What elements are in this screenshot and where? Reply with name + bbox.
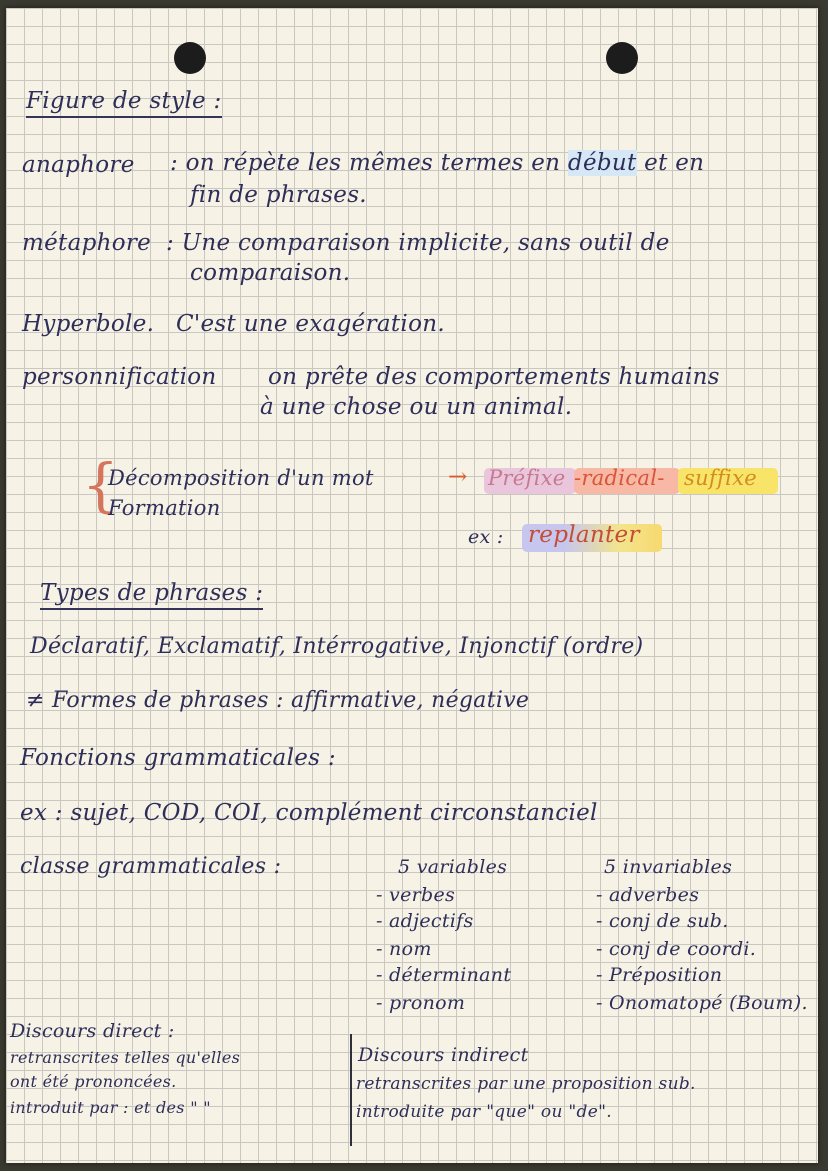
personnification-term: personnification [22, 364, 217, 390]
discours-direct-title: Discours direct : [10, 1020, 175, 1042]
personnification-def-continued: à une chose ou un animal. [260, 394, 573, 420]
classes-title: classe grammaticales : [20, 854, 282, 879]
variables-item: - pronom [376, 992, 466, 1014]
invariables-item: - adverbes [596, 884, 700, 906]
personnification-definition: on prête des comportements humains [268, 364, 720, 390]
notebook-page [6, 8, 818, 1163]
invariables-item: - conj de coordi. [596, 938, 757, 960]
anaphore-definition [170, 150, 704, 176]
variables-item: - nom [376, 938, 432, 960]
anaphore-def-continued: fin de phrases. [190, 182, 367, 208]
example-word: replanter [528, 522, 640, 548]
types-title: Types de phrases : [40, 580, 263, 610]
discours-direct-line: ont été prononcées. [10, 1072, 177, 1091]
fonctions-title: Fonctions grammaticales : [20, 745, 336, 771]
invariables-item: - conj de sub. [596, 910, 729, 932]
punch-hole-left [174, 42, 206, 74]
discours-indirect-title: Discours indirect [358, 1044, 529, 1066]
variables-item: - déterminant [376, 964, 512, 986]
discours-indirect-line: introduite par "que" ou "de". [356, 1102, 612, 1122]
fonctions-example: ex : sujet, COD, COI, complément circonstanciel [20, 800, 598, 826]
column-divider [350, 1034, 352, 1146]
discours-direct-line: retranscrites telles qu'elles [10, 1048, 241, 1067]
figures-title: Figure de style : [26, 88, 222, 118]
types-list: Déclaratif, Exclamatif, Intérrogative, Injonctif (ordre) [30, 634, 644, 659]
metaphore-def-continued: comparaison. [190, 260, 351, 286]
punch-hole-right [606, 42, 638, 74]
hyperbole-term: Hyperbole. [22, 311, 155, 337]
formes-phrases: ≠ Formes de phrases : affirmative, négative [26, 688, 530, 713]
variables-item: - adjectifs [376, 910, 474, 932]
formation-label: Formation [108, 496, 221, 520]
decomposition-label: Décomposition d'un mot [108, 466, 374, 490]
invariables-item: - Onomatopé (Boum). [596, 992, 808, 1014]
prefixe-label: Préfixe [488, 466, 566, 490]
variables-title: 5 variables [398, 856, 508, 878]
example-label: ex : [468, 526, 504, 548]
anaphore-def-part1: : on répète les mêmes termes en [170, 150, 561, 176]
anaphore-def-part2: et en [644, 150, 705, 176]
arrow-icon: → [448, 464, 468, 490]
discours-direct-line: introduit par : et des " " [10, 1098, 211, 1117]
hyperbole-definition: C'est une exagération. [176, 311, 445, 337]
invariables-item: - Préposition [596, 964, 723, 986]
metaphore-definition: : Une comparaison implicite, sans outil de [166, 230, 670, 256]
metaphore-term: métaphore [22, 230, 152, 256]
anaphore-term: anaphore [22, 152, 135, 178]
anaphore-debut: début [567, 150, 637, 176]
radical-label: -radical- [574, 466, 665, 490]
discours-indirect-line: retranscrites par une proposition sub. [356, 1074, 696, 1094]
suffixe-label: suffixe [684, 466, 757, 490]
variables-item: - verbes [376, 884, 456, 906]
brace-icon: { [82, 451, 119, 519]
invariables-title: 5 invariables [604, 856, 733, 878]
